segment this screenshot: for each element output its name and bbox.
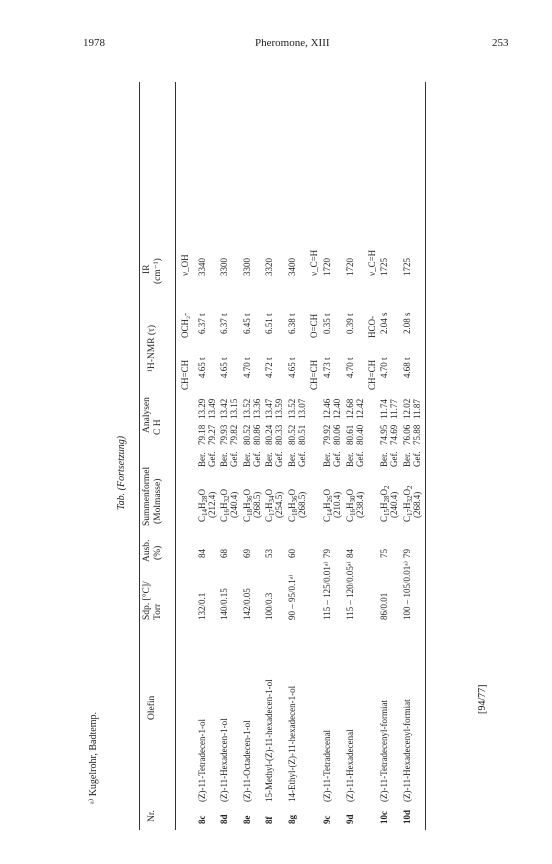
formula-subscript: 28 [383,495,391,503]
row-nmr-b: 2.08 s [402,312,412,334]
table-bottom-rule [425,82,426,830]
row-nr: 8f [264,816,274,824]
formula-subscript: 30 [349,495,357,503]
row-ber-label: Ber. [322,452,332,467]
row-h-ber: 12.46 [322,398,332,419]
row-molmasse: (238.4) [355,491,365,518]
row-ir: 3340 [197,258,207,276]
table-header-rule [175,82,176,830]
row-h-gef: 13.49 [207,398,217,419]
row-ir: 1725 [379,258,389,276]
formula-subscript: 2 [406,485,414,489]
row-h-ber: 12.68 [345,398,355,419]
row-nmr-b: 0.35 t [322,313,332,334]
row-c-gef: 75.88 [412,424,422,445]
row-molmasse: (268.5) [252,491,262,518]
row-molmasse: (268.5) [297,491,307,518]
header-analysen: Analysen [142,397,152,433]
row-nmr-b: 0.39 t [345,313,355,334]
row-c-ber: 79.18 [197,424,207,445]
row-gef-label: Gef. [355,451,365,467]
row-c-gef: 74.69 [389,424,399,445]
row-olefin: 14-Ethyl-(Z)-11-hexadecen-1-ol [287,685,297,802]
row-ausb: 79 [322,549,332,558]
row-c-ber: 80.52 [287,424,297,445]
row-h-gef: 13.15 [229,398,239,419]
header-sdp: Sdp. [°C]/ [142,581,152,620]
row-ausb: 84 [197,549,207,558]
formula-subscript: 34 [268,495,276,503]
nmr-group-a: CH=CH [367,359,377,390]
row-formula: $C_{18}H_{36}O$ [242,488,254,522]
row-c-ber: 80.24 [264,424,274,445]
row-gef-label: Gef. [207,451,217,467]
row-nmr-a: 4.65 t [219,357,229,378]
row-ir: 1720 [322,258,332,276]
row-nmr-b: 6.51 t [264,313,274,334]
row-molmasse: (240.4) [229,491,239,518]
row-olefin: (Z)-11-Octadecen-1-ol [242,720,252,802]
row-ber-label: Ber. [402,452,412,467]
row-ausb: 60 [287,549,297,558]
row-h-gef: 12.42 [355,398,365,419]
header-formel: Summenformel [142,466,152,526]
row-olefin: (Z)-11-Tetradecen-1-ol [197,719,207,802]
row-h-gef: 12.40 [332,398,342,419]
row-ber-label: Ber. [242,452,252,467]
row-h-gef: 11.87 [412,399,422,419]
header-ir: IR [142,264,152,274]
ir-group-label: ν_OH [180,254,190,276]
row-nmr-b: 6.38 t [287,313,297,334]
table-top-rule [139,82,140,830]
header-molmasse: (Molmasse) [153,478,163,524]
row-olefin: (Z)-11-Hexadecen-1-ol [219,718,229,802]
footnote: ᵃ⁾ Kugelrohr, Badtemp. [88,712,99,804]
row-gef-label: Gef. [252,451,262,467]
table-region [117,82,517,830]
row-ir: 1720 [345,258,355,276]
row-h-gef: 11.77 [389,399,399,419]
row-ber-label: Ber. [197,452,207,467]
row-c-gef: 80.86 [252,424,262,445]
header-ir-unit: (cm⁻¹) [153,258,163,284]
row-h-gef: 13.36 [252,398,262,419]
row-olefin: (Z)-11-Hexadecenyl-formiat [402,699,412,802]
table-caption: Tab. (Fortsetzung) [116,435,127,510]
row-molmasse: (254.5) [274,491,284,518]
row-nmr-b: 6.37 t [219,313,229,334]
nmr-group-b: HCO- [367,316,377,338]
row-ber-label: Ber. [379,452,389,467]
row-h-gef: 13.59 [274,398,284,419]
row-olefin: (Z)-11-Tetradecenal [322,730,332,802]
row-ir: 3320 [264,258,274,276]
row-c-gef: 80.40 [355,424,365,445]
row-gef-label: Gef. [389,451,399,467]
row-olefin: (Z)-11-Hexadecenal [345,729,355,802]
row-ausb: 84 [345,549,355,558]
row-ausb: 69 [242,549,252,558]
row-sdp: 140/0.15 [219,588,229,620]
row-nr: 10c [379,811,389,824]
formula-subscript: 17 [406,508,414,516]
row-nmr-a: 4.70 t [345,357,355,378]
row-ber-label: Ber. [345,452,355,467]
row-molmasse: (212.4) [207,491,217,518]
row-nr: 10d [402,809,412,824]
nmr-group-b: OCH₂- [180,312,190,338]
row-c-gef: 80.33 [274,424,284,445]
row-gef-label: Gef. [274,451,284,467]
header-sdp-unit: Torr [153,603,163,620]
row-sdp: 100/0.3 [264,592,274,620]
row-h-ber: 13.47 [264,398,274,419]
row-gef-label: Gef. [412,451,422,467]
nmr-group-b: O=CH [309,313,319,338]
row-ber-label: Ber. [287,452,297,467]
row-ausb: 53 [264,549,274,558]
header-olefin: Olefin [147,695,157,720]
row-nmr-a: 4.65 t [197,357,207,378]
ir-group-label: ν_C=H [367,249,377,276]
formula-subscript: 15 [383,508,391,516]
row-sdp: 132/0.1 [197,592,207,620]
formula-subscript: 14 [326,508,334,516]
row-nmr-a: 4.68 t [402,357,412,378]
header-ausb: Ausb. [142,539,152,562]
formula-subscript: 16 [223,508,231,516]
row-nmr-b: 6.37 t [197,313,207,334]
page-number-right: 253 [492,37,509,49]
row-gef-label: Gef. [332,451,342,467]
row-c-ber: 74.95 [379,424,389,445]
row-molmasse: (240.4) [389,491,399,518]
row-ir: 1725 [402,258,412,276]
row-nmr-a: 4.70 t [379,357,389,378]
row-h-ber: 13.29 [197,398,207,419]
row-h-ber: 13.52 [287,398,297,419]
row-h-ber: 11.74 [379,399,389,419]
formula-subscript: 36 [291,495,299,503]
row-c-ber: 80.52 [242,424,252,445]
row-formula: $C_{16}H_{30}O$ [345,488,357,522]
row-nmr-a: 4.70 t [242,357,252,378]
header-analysen-ch: C H [153,419,163,435]
row-ber-label: Ber. [219,452,229,467]
formula-subscript: 17 [268,508,276,516]
row-olefin: 15-Methyl-(Z)-11-hexadecen-1-ol [264,679,274,802]
row-h-ber: 13.52 [242,398,252,419]
row-sdp: 100 – 105/0.01ᵃ⁾ [402,561,412,620]
row-formula: $C_{18}H_{36}O$ [287,488,299,522]
row-c-ber: 76.06 [402,424,412,445]
formula-subscript: 14 [201,508,209,516]
row-ausb: 68 [219,549,229,558]
row-c-gef: 80.06 [332,424,342,445]
row-gef-label: Gef. [297,451,307,467]
row-ausb: 79 [402,549,412,558]
row-c-gef: 79.27 [207,424,217,445]
row-h-ber: 13.42 [219,398,229,419]
ir-group-label: ν_C=H [309,249,319,276]
row-nr: 9c [322,815,332,824]
row-ausb: 75 [379,549,389,558]
row-c-gef: 79.82 [229,424,239,445]
row-nmr-a: 4.72 t [264,357,274,378]
row-nmr-b: 2.04 s [379,312,389,334]
row-molmasse: (210.4) [332,491,342,518]
row-formula: $C_{14}H_{26}O$ [322,488,334,522]
reference-number: [94/77] [477,684,488,714]
row-nr: 8g [287,815,297,824]
row-h-ber: 12.02 [402,398,412,419]
row-ir: 3300 [242,258,252,276]
row-sdp: 115 – 125/0.01ᵃ⁾ [322,561,332,620]
row-molmasse: (268.4) [412,491,422,518]
row-nmr-b: 6.45 t [242,313,252,334]
header-ausb-unit: (%) [153,545,163,560]
row-formula: $C_{15}H_{28}O_2$ [379,485,391,522]
row-ber-label: Ber. [264,452,274,467]
row-nmr-a: 4.73 t [322,357,332,378]
row-formula: $C_{16}H_{32}O$ [219,488,231,522]
row-nr: 8c [197,815,207,824]
row-nr: 8d [219,814,229,824]
row-formula: $C_{17}H_{32}O_2$ [402,485,414,522]
row-c-ber: 79.92 [322,424,332,445]
row-olefin: (Z)-11-Tetradecenyl-formiat [379,700,389,802]
row-c-gef: 80.51 [297,424,307,445]
row-c-ber: 80.61 [345,424,355,445]
row-sdp: 142/0.05 [242,588,252,620]
header-nr: Nr. [147,810,157,822]
row-sdp: 86/0.01 [379,592,389,620]
formula-subscript: 2 [383,485,391,489]
formula-subscript: 18 [246,508,254,516]
formula-subscript: 36 [246,495,254,503]
formula-subscript: 16 [349,508,357,516]
formula-subscript: 26 [326,495,334,503]
running-title: Pheromone, XIII [255,37,330,49]
row-formula: $C_{17}H_{34}O$ [264,488,276,522]
row-nmr-a: 4.65 t [287,357,297,378]
header-nmr: ¹H-NMR (τ) [147,324,157,372]
row-nr: 9d [345,814,355,824]
row-nr: 8e [242,815,252,824]
formula-subscript: 18 [291,508,299,516]
formula-subscript: 32 [223,495,231,503]
row-gef-label: Gef. [229,451,239,467]
row-ir: 3400 [287,258,297,276]
row-ir: 3300 [219,258,229,276]
row-sdp: 115 – 120/0.05ᵃ⁾ [345,561,355,620]
formula-subscript: 32 [406,495,414,503]
row-sdp: 90 – 95/0.1ᵃ⁾ [287,574,297,620]
page-number-left: 1978 [83,37,105,49]
formula-subscript: 28 [201,495,209,503]
nmr-group-a: CH=CH [180,359,190,390]
row-formula: $C_{14}H_{28}O$ [197,488,209,522]
row-c-ber: 79.93 [219,424,229,445]
nmr-group-a: CH=CH [309,359,319,390]
row-h-gef: 13.07 [297,398,307,419]
